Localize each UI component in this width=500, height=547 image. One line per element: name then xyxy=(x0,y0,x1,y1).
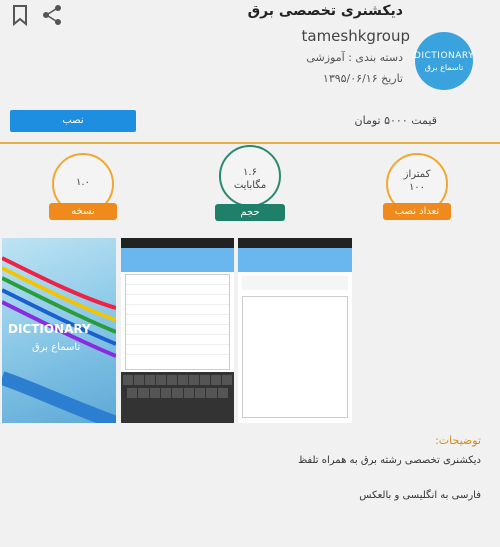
keyboard xyxy=(121,372,234,423)
installs-label: تعداد نصب xyxy=(383,203,451,220)
screenshot-1[interactable] xyxy=(2,238,116,423)
word-list xyxy=(125,274,230,370)
screenshot-2-toolbar xyxy=(121,248,234,272)
category-label: دسته بندی : آموزشی xyxy=(306,51,403,64)
description-line-1: دیکشنری تخصصی رشته برق به همراه تلفظ xyxy=(297,455,481,466)
screenshot-3-toolbar xyxy=(238,248,352,272)
app-icon-subtitle: تاسماع برق xyxy=(424,62,464,72)
description-heading: توضیحات: xyxy=(435,434,481,447)
developer-name[interactable]: tameshkgroup xyxy=(301,27,410,45)
size-value: ۱.۶ xyxy=(243,167,257,178)
app-icon xyxy=(415,32,473,90)
bookmark-icon[interactable] xyxy=(10,4,30,26)
version-value: ۱.۰ xyxy=(76,177,90,188)
screenshot-1-subtitle: تاسماع برق xyxy=(32,342,81,353)
size-label: حجم xyxy=(215,204,285,221)
result-area xyxy=(242,296,348,418)
app-icon-word: DICTIONARY xyxy=(413,50,475,61)
screenshot-1-word: DICTIONARY xyxy=(8,322,91,336)
status-bar xyxy=(238,238,352,248)
date-label: تاریخ ۱۳۹۵/۰۶/۱۶ xyxy=(322,72,403,85)
install-button[interactable]: نصب xyxy=(10,110,136,132)
description-line-2: فارسی به انگلیسی و بالعکس xyxy=(359,490,481,501)
search-row xyxy=(242,276,348,290)
version-label: نسخه xyxy=(49,203,117,220)
installs-number: ۱۰۰ xyxy=(408,182,426,193)
share-icon[interactable] xyxy=(40,3,64,27)
size-stat xyxy=(219,145,281,207)
size-unit: مگابایت xyxy=(233,180,267,191)
status-bar xyxy=(121,238,234,248)
price-label: قیمت ۵۰۰۰ تومان xyxy=(354,114,437,127)
screenshot-3[interactable] xyxy=(238,238,352,423)
screenshot-2[interactable] xyxy=(121,238,234,423)
installs-value: کمتراز xyxy=(403,169,431,180)
app-title: دیکشنری تخصصی برق xyxy=(247,3,403,19)
section-divider xyxy=(0,142,500,144)
